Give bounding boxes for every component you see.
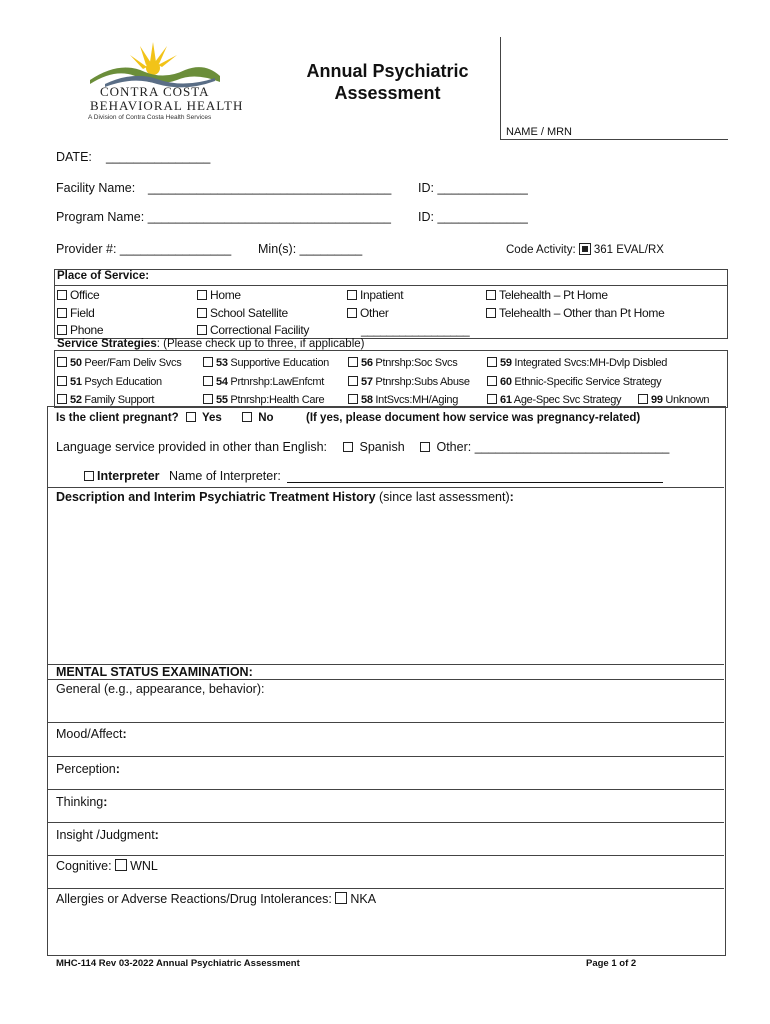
checkbox[interactable] xyxy=(348,394,358,404)
mse-mood-divider xyxy=(48,756,724,757)
facility-id-field[interactable]: ID: _____________ xyxy=(418,181,528,195)
option-code: 99 xyxy=(651,394,663,406)
option-label: Spanish xyxy=(359,440,405,454)
insight-colon: : xyxy=(154,828,159,842)
checkbox[interactable] xyxy=(638,394,648,404)
option-code: 53 xyxy=(216,357,228,369)
date-label: DATE: xyxy=(56,150,92,164)
ss-option-50[interactable] xyxy=(57,354,181,373)
option-label: Home xyxy=(210,288,241,302)
footer-page-number: Page 1 of 2 xyxy=(586,958,637,969)
option-code: 51 xyxy=(70,375,82,388)
ss-option-53[interactable] xyxy=(203,354,329,373)
option-label: Telehealth – Pt Home xyxy=(499,288,608,302)
mood-text: Mood/Affect xyxy=(56,727,123,741)
mse-allergies-label xyxy=(56,892,376,906)
pos-other-blank[interactable]: _________________ xyxy=(361,323,470,337)
footer-form-id: MHC-114 Rev 03-2022 Annual Psychiatric Assessment xyxy=(56,958,300,969)
option-label: Other xyxy=(360,305,389,320)
mse-mood-label xyxy=(56,727,127,741)
logo-line1: CONTRA COSTA xyxy=(100,84,210,99)
pos-option-other[interactable] xyxy=(347,305,469,323)
pregnancy-no[interactable] xyxy=(242,412,274,424)
allergies-nka-label: NKA xyxy=(350,892,377,906)
cognitive-wnl-label: WNL xyxy=(130,859,158,873)
logo-line2: BEHAVIORAL HEALTH xyxy=(90,98,244,113)
pos-option-phone[interactable] xyxy=(57,322,103,340)
option-label: Field xyxy=(70,305,95,320)
option-label: Family Support xyxy=(84,394,155,406)
option-label: Phone xyxy=(70,323,104,337)
mse-general-label: General (e.g., appearance, behavior): xyxy=(56,682,265,696)
checkbox[interactable] xyxy=(242,412,252,422)
mse-perception-label xyxy=(56,762,120,776)
logo-sun-mountains-icon xyxy=(85,40,225,90)
allergies-text: Allergies or Adverse Reactions/Drug Intolerances: xyxy=(56,892,332,906)
mse-thinking-label xyxy=(56,795,107,809)
interpreter-option[interactable] xyxy=(84,469,281,483)
checkbox[interactable] xyxy=(57,376,67,386)
checkbox[interactable] xyxy=(203,394,213,404)
checkbox[interactable] xyxy=(57,357,67,367)
facility-name-field[interactable]: ___________________________________ xyxy=(148,181,392,195)
checkbox[interactable] xyxy=(486,290,496,300)
mse-heading-divider xyxy=(48,679,724,680)
thinking-colon: : xyxy=(103,795,108,809)
service-strategies-label xyxy=(57,338,365,350)
insight-text: Insight /Judgment xyxy=(56,828,155,842)
ss-column-3 xyxy=(348,354,470,410)
pos-option-telehealth-other[interactable] xyxy=(486,305,664,323)
checkbox[interactable] xyxy=(197,325,207,335)
option-label: Supportive Education xyxy=(230,357,329,369)
checkbox[interactable] xyxy=(487,394,497,404)
option-label: Ptnrshp:Health Care xyxy=(230,394,325,406)
cognitive-text: Cognitive: xyxy=(56,859,112,873)
mse-thinking-divider xyxy=(48,822,724,823)
checkbox[interactable] xyxy=(57,394,67,404)
mse-perception-divider xyxy=(48,789,724,790)
option-label: Ptnrshp:Subs Abuse xyxy=(375,375,470,388)
description-title: Description and Interim Psychiatric Treatment History xyxy=(56,490,376,504)
name-box-divider xyxy=(500,37,501,139)
option-code: 50 xyxy=(70,357,82,369)
option-code: 60 xyxy=(500,375,512,388)
option-label: Prtnrshp:LawEnfcmt xyxy=(230,375,325,388)
checkbox[interactable] xyxy=(348,376,358,386)
description-qualifier: (since last assessment) xyxy=(375,490,510,504)
checkbox[interactable] xyxy=(57,290,67,300)
checkbox[interactable] xyxy=(348,357,358,367)
pregnancy-note: (If yes, please document how service was pregnancy-related) xyxy=(306,412,641,424)
thinking-text: Thinking xyxy=(56,795,104,809)
option-code: 57 xyxy=(361,375,373,388)
ss-option-57[interactable] xyxy=(348,373,470,392)
option-label: IntSvcs:MH/Aging xyxy=(375,394,459,406)
code-activity-value: 361 EVAL/RX xyxy=(593,244,664,256)
checkbox[interactable] xyxy=(487,357,497,367)
option-code: 59 xyxy=(500,357,512,369)
perception-text: Perception xyxy=(56,762,116,776)
program-name-field[interactable]: Program Name: ___________________________________ xyxy=(56,210,392,224)
pregnancy-yes[interactable] xyxy=(186,412,222,424)
mse-insight-divider xyxy=(48,855,724,856)
language-question: Language service provided in other than English: xyxy=(56,440,328,454)
option-label: Inpatient xyxy=(360,288,404,302)
place-of-service-label: Place of Service: xyxy=(57,270,150,282)
ss-option-51[interactable] xyxy=(57,373,181,392)
checkbox[interactable] xyxy=(347,290,357,300)
option-label: Other: ____________________________ xyxy=(436,440,670,454)
title-line2: Assessment xyxy=(334,83,441,103)
checkbox[interactable] xyxy=(57,308,67,318)
option-code: 56 xyxy=(361,357,373,369)
checkbox[interactable] xyxy=(197,290,207,300)
mse-insight-label xyxy=(56,828,159,842)
language-spanish[interactable] xyxy=(343,440,405,454)
code-activity-label xyxy=(506,243,664,256)
option-label: Ethnic-Specific Service Strategy xyxy=(514,375,662,388)
checkbox[interactable] xyxy=(84,471,94,481)
interpreter-row-divider xyxy=(48,487,724,488)
name-box-underline xyxy=(500,139,728,140)
option-code: 61 xyxy=(500,394,512,406)
code-activity-text: Code Activity: xyxy=(506,244,576,256)
mse-heading: MENTAL STATUS EXAMINATION: xyxy=(56,665,253,679)
checkbox[interactable] xyxy=(343,442,353,452)
option-label: Telehealth – Other than Pt Home xyxy=(499,305,665,320)
logo-line3: A Division of Contra Costa Health Services xyxy=(88,114,212,121)
facility-name-label: Facility Name: xyxy=(56,181,136,195)
option-label: Peer/Fam Deliv Svcs xyxy=(84,357,182,369)
description-colon: : xyxy=(509,490,514,504)
pos-option-inpatient[interactable] xyxy=(347,287,469,305)
pos-column-2 xyxy=(197,287,309,340)
checkbox[interactable] xyxy=(197,308,207,318)
checkbox[interactable] xyxy=(420,442,430,452)
provider-field[interactable]: Provider #: ________________ xyxy=(56,242,232,256)
pos-option-school-satellite[interactable] xyxy=(197,305,309,323)
pos-column-3 xyxy=(347,287,469,340)
mse-general-divider xyxy=(48,722,724,723)
mood-colon: : xyxy=(122,727,127,741)
form-title xyxy=(270,60,505,104)
pos-option-home[interactable] xyxy=(197,287,309,305)
date-field[interactable]: _______________ xyxy=(106,150,211,164)
option-code: 52 xyxy=(70,394,82,406)
ss-option-60[interactable] xyxy=(487,373,709,392)
checkbox[interactable] xyxy=(57,325,67,335)
place-of-service-divider xyxy=(54,285,728,286)
interpreter-name-field[interactable] xyxy=(287,482,663,483)
service-strategies-title: Service Strategies xyxy=(57,338,157,350)
mse-cognitive-label xyxy=(56,859,158,873)
option-label: Office xyxy=(70,288,100,302)
name-mrn-label: NAME / MRN xyxy=(506,126,572,138)
option-code: 58 xyxy=(361,394,373,406)
program-id-field[interactable]: ID: _____________ xyxy=(418,210,528,224)
interpreter-label: Interpreter xyxy=(97,469,160,483)
pos-option-correctional-facility[interactable] xyxy=(197,322,309,340)
pos-column-1 xyxy=(57,287,103,340)
code-activity-checkbox[interactable] xyxy=(579,243,591,255)
description-heading xyxy=(56,490,514,504)
option-label: Correctional Facility xyxy=(210,323,310,337)
option-code: 55 xyxy=(216,394,228,406)
allergies-nka-checkbox[interactable] xyxy=(335,892,347,904)
ss-option-99[interactable] xyxy=(638,394,709,406)
checkbox[interactable] xyxy=(186,412,196,422)
mse-cognitive-divider xyxy=(48,888,724,889)
checkbox[interactable] xyxy=(486,308,496,318)
option-code: 54 xyxy=(216,375,228,388)
pos-option-office[interactable] xyxy=(57,287,103,305)
checkbox[interactable] xyxy=(203,357,213,367)
option-label: School Satellite xyxy=(210,305,288,320)
service-strategies-instruction: : (Please check up to three, if applicable) xyxy=(156,338,365,350)
cognitive-wnl-checkbox[interactable] xyxy=(115,859,127,871)
option-label: Yes xyxy=(202,412,222,424)
interpreter-name-label: Name of Interpreter: xyxy=(169,469,281,483)
ss-column-4 xyxy=(487,354,709,410)
checkbox[interactable] xyxy=(347,308,357,318)
option-label: No xyxy=(258,412,274,424)
checkbox[interactable] xyxy=(203,376,213,386)
language-other[interactable] xyxy=(420,440,669,454)
mins-field[interactable]: Min(s): _________ xyxy=(258,242,363,256)
option-label: Age-Spec Svc Strategy xyxy=(513,394,622,406)
ss-option-59[interactable] xyxy=(487,354,709,373)
ss-option-54[interactable] xyxy=(203,373,329,392)
pos-option-telehealth-home[interactable] xyxy=(486,287,664,305)
checkbox[interactable] xyxy=(487,376,497,386)
pos-option-field[interactable] xyxy=(57,305,103,323)
description-textarea[interactable] xyxy=(50,508,722,663)
pregnancy-question: Is the client pregnant? xyxy=(56,412,179,424)
pos-column-4 xyxy=(486,287,664,322)
ss-option-56[interactable] xyxy=(348,354,470,373)
option-label: Psych Education xyxy=(84,375,162,388)
option-label: Integrated Svcs:MH-Dvlp Disbled xyxy=(514,357,668,369)
ss-column-2 xyxy=(203,354,329,410)
title-line1: Annual Psychiatric xyxy=(306,61,469,81)
option-label: Unknown xyxy=(665,394,710,406)
ss-column-1 xyxy=(57,354,181,410)
option-label: Ptnrshp:Soc Svcs xyxy=(375,357,458,369)
perception-colon: : xyxy=(115,762,120,776)
assessment-body-box xyxy=(47,406,726,956)
